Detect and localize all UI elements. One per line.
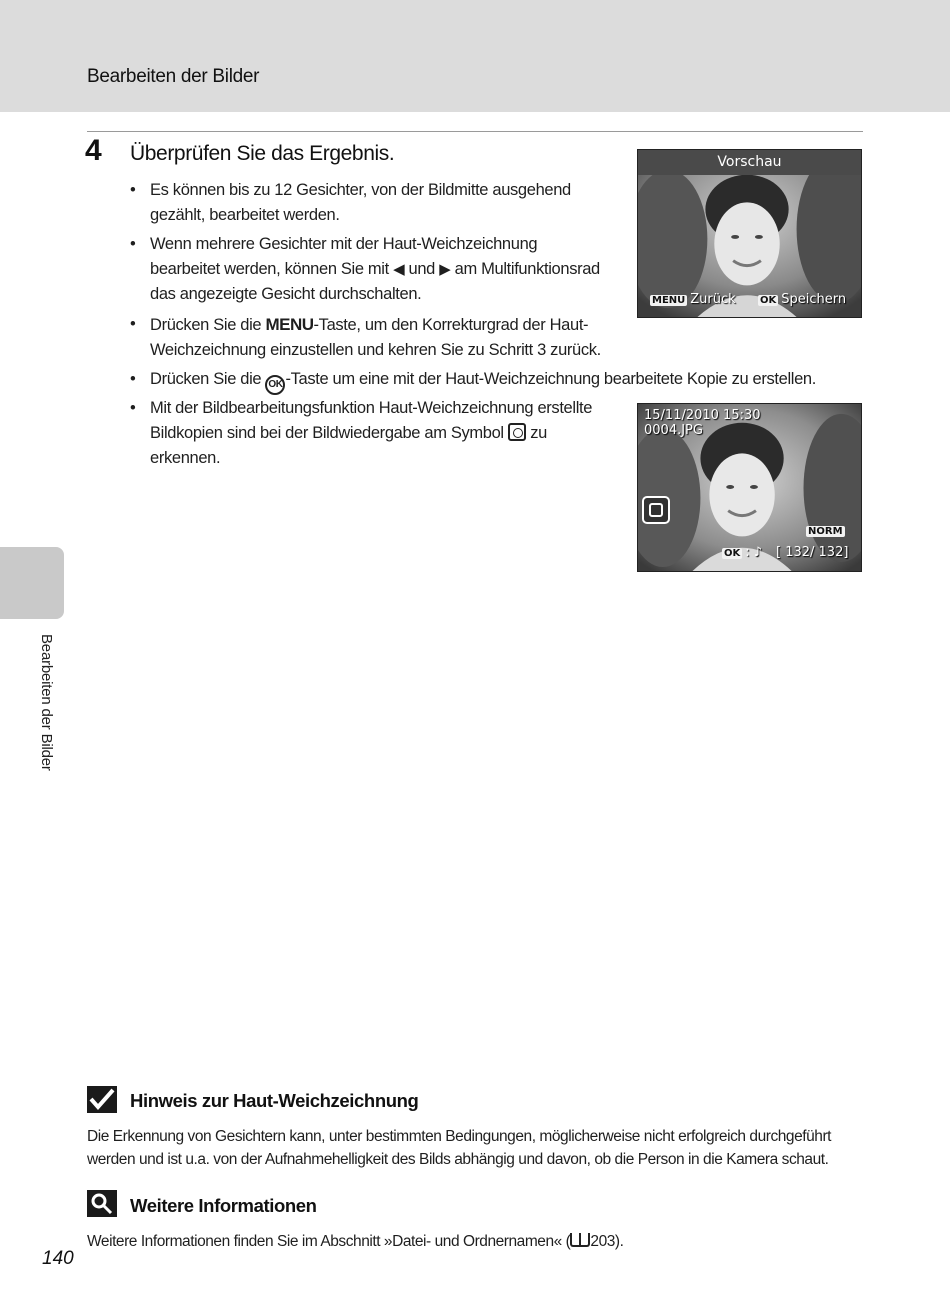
frame-counter: [ 132/ 132] (776, 545, 849, 560)
check-icon (87, 1086, 117, 1113)
retouch-icon (508, 423, 526, 441)
note-body: Die Erkennung von Gesichtern kann, unter bestimmten Bedingungen, möglicherweise nicht erfolgreich durchgeführt werden und ist u.a. von der Aufnahmehelligkeit des Bilds abhängig und davon, ob die Person in die Kamera schaut. (87, 1128, 832, 1168)
save-label: Speichern (781, 292, 847, 307)
note-body (87, 1230, 867, 1253)
left-arrow-icon: ◀ (393, 261, 405, 278)
page-number: 140 (42, 1248, 74, 1269)
chapter-tab (0, 547, 64, 619)
list-item: • Es können bis zu 12 Gesichter, von der Bildmitte ausgehend gezählt, bearbeitet werden. (130, 178, 610, 228)
header-band (0, 0, 950, 112)
list-item-text: -Taste, um den Korrekturgrad der Haut-Weichzeichnung einzustellen und kehren Sie zu Schritt 3 zurück. (150, 316, 601, 359)
list-item-text: -Taste um eine mit der Haut-Weichzeichnung bearbeitete Kopie zu erstellen. (285, 370, 816, 388)
filename-readout: 0004.JPG (644, 423, 703, 438)
quality-badge: NORM (808, 526, 843, 537)
magnifier-icon (87, 1190, 117, 1217)
section-divider (87, 131, 863, 132)
playback-screen (637, 403, 862, 572)
quality-indicator (806, 526, 848, 537)
step-number: 4 (85, 134, 102, 167)
list-item: • Mit der Bildbearbeitungsfunktion Haut-Weichzeichnung erstellte Bildkopien sind bei der Bildwiedergabe am Symbol zu erkennen. (130, 399, 593, 467)
back-label: Zurück (690, 292, 736, 307)
page-reference[interactable]: 203 (590, 1233, 615, 1250)
page-reference-icon (570, 1233, 590, 1247)
preview-screen (637, 149, 862, 318)
step-title: Überprüfen Sie das Ergebnis. (130, 142, 395, 165)
list-item-text: und (404, 260, 440, 278)
save-hint (758, 292, 846, 307)
list-item: • Wenn mehrere Gesichter mit der Haut-Weichzeichnung bearbeitet werden, können Sie mit ◀ und ▶ am Multifunktionsrad das angezeigte Gesicht durchschalten. (130, 235, 600, 303)
menu-button-icon: MENU (265, 315, 314, 334)
ok-button-icon: OK (265, 375, 285, 395)
note-body-text: ). (614, 1233, 624, 1250)
note-heading: Weitere Informationen (130, 1195, 317, 1216)
note-heading: Hinweis zur Haut-Weichzeichnung (130, 1090, 419, 1111)
right-arrow-icon: ▶ (439, 261, 451, 278)
ok-badge-icon: OK (724, 548, 741, 559)
ok-badge-icon: OK (760, 295, 777, 306)
preview-title: Vorschau (638, 150, 861, 175)
retouch-marker-icon (642, 496, 670, 524)
list-item-text: Mit der Bildbearbeitungsfunktion Haut-Weichzeichnung erstellte Bildkopien sind bei der Bildwiedergabe am Symbol (150, 399, 593, 442)
ok-hint (722, 545, 762, 560)
list-item: • Drücken Sie die OK -Taste um eine mit der Haut-Weichzeichnung bearbeitete Kopie zu erstellen. (130, 367, 830, 395)
list-item-text: Drücken Sie die (150, 316, 266, 334)
list-item-text: zu erkennen. (150, 424, 547, 467)
note-body-text: Weitere Informationen finden Sie im Abschnitt »Datei- und Ordnernamen« ( (87, 1233, 571, 1250)
list-item-text: Es können bis zu 12 Gesichter, von der Bildmitte ausgehend gezählt, bearbeitet werden. (150, 181, 571, 224)
header-title: Bearbeiten der Bilder (87, 66, 260, 87)
voice-memo-icon: : ♪ (745, 545, 763, 560)
list-item-text: am Multifunktionsrad das angezeigte Gesicht durchschalten. (150, 260, 600, 303)
list-item-text: Wenn mehrere Gesichter mit der Haut-Weichzeichnung bearbeitet werden, können Sie mit (150, 235, 538, 278)
chapter-tab-label: Bearbeiten der Bilder (38, 634, 55, 771)
list-item-text: Drücken Sie die (150, 370, 266, 388)
menu-badge-icon: MENU (652, 295, 686, 306)
back-hint (650, 292, 736, 307)
list-item: • Drücken Sie die MENU-Taste, um den Korrekturgrad der Haut-Weichzeichnung einzustellen und kehren Sie zu Schritt 3 zurück. (130, 315, 601, 359)
datetime-readout: 15/11/2010 15:30 (644, 408, 761, 423)
